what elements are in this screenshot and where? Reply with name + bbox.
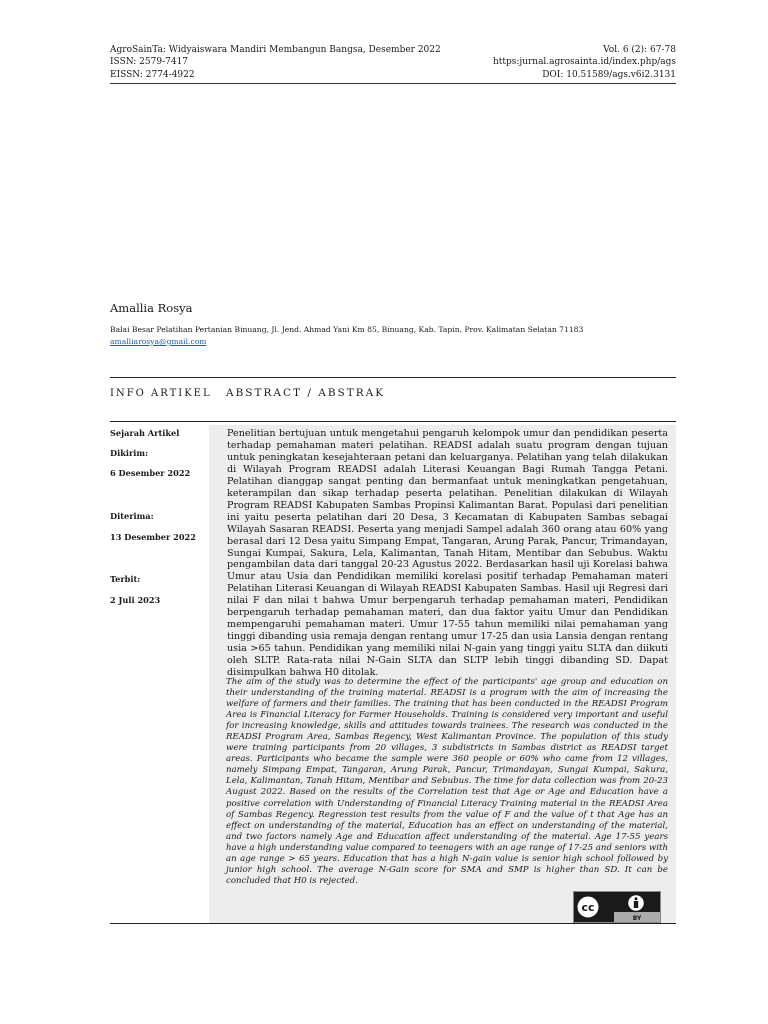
header-right [493, 44, 676, 81]
accepted-date: 13 Desember 2022 [110, 532, 196, 542]
author-email-link[interactable]: amalliarosya@gmail.com [110, 337, 207, 346]
section-divider-top [110, 377, 676, 378]
journal-url[interactable]: https:jurnal.agrosainta.id/index.php/ags [492, 57, 676, 68]
abstract-box [209, 425, 676, 923]
eissn: EISSN: 2774-4922 [110, 69, 195, 80]
sent-date: 6 Desember 2022 [110, 468, 191, 478]
issn: ISSN: 2579-7417 [110, 57, 189, 68]
header-divider [110, 83, 676, 84]
history-label: Sejarah Artikel [110, 428, 180, 438]
doi[interactable]: DOI: 10.51589/ags.v6i2.3131 [542, 69, 676, 80]
cc-by-license-icon[interactable] [573, 891, 661, 923]
sent-label: Dikirim: [110, 448, 149, 458]
author-affiliation: Balai Besar Pelatihan Pertanian Binuang, Jl. Jend. Ahmad Yani Km 85, Binuang, Kab. Tapin, Prov. Kalimatan Selatan 71183 [110, 325, 584, 334]
abstract-indonesian: Penelitian bertujuan untuk mengetahui pengaruh kelompok umur dan pendidikan peserta terhadap pemahaman materi pelatihan. READSI adalah suatu program dengan tujuan untuk peningkatan kesejahteraan petani dan keluarganya. Pelatihan yang telah dilakukan di Wilayah Program READSI adalah Literasi Keuangan Bagi Rumah Tangga Petani. Pelatihan dianggap sangat penting dan bermanfaat untuk meningkatkan pengetahuan, keterampilan dan sikap terhadap peserta pelatihan. Penelitian dilakukan di Wilayah Program READSI Kabupaten Sambas Propinsi Kalimantan Barat. Populasi dari penelitian ini yaitu peserta pelatihan dari 20 Desa, 3 Kecamatan di Kabupaten Sambas sebagai Wilayah Sasaran READSI. Peserta yang menjadi Sampel adalah 360 orang atau 60% yang berasal dari 12 Desa yaitu Simpang Empat, Tangaran, Arung Parak, Pancur, Trimandayan, Sungai Kumpai, Sakura, Lela, Kalimantan, Tanah Hitam, Mentibar dan Sebubus. Waktu pengambilan data dari tanggal 20-23 Agustus 2022. Berdasarkan hasil uji Korelasi bahwa Umur atau Usia dan Pendidikan memiliki korelasi positif terhadap Pemahaman materi Pelatihan Literasi Keuangan di Wilayah READSI Kabupaten Sambas. Hasil uji Regresi dari nilai F dan nilai t bahwa Umur berpengaruh terhadap pemahaman materi, Pendidikan berpengaruh terhadap pemahaman materi, dan dua faktor yaitu Umur dan Pendidikan mempengaruhi pemahaman materi. Umur 17-55 tahun memiliki nilai pemahaman yang tinggi dibanding usia remaja dengan rentang umur 17-25 dan usia Lansia dengan rentang usia >65 tahun. Pendidikan yang memiliki nilai N-gain yang tinggi yaitu SLTA dan diikuti oleh SLTP. Rata-rata nilai N-Gain SLTA dan SLTP lebih tinggi dibanding SD. Dapat disimpulkan bahwa H0 ditolak. [227, 428, 668, 679]
header-left [110, 44, 441, 81]
accepted-label: Diterima: [110, 511, 154, 521]
section-divider-mid [110, 421, 676, 422]
volume: Vol. 6 (2): 67-78 [603, 45, 676, 55]
by-text: BY [632, 915, 642, 922]
info-artikel-heading: INFO ARTIKEL [110, 388, 212, 399]
abstract-heading: ABSTRACT / ABSTRAK [226, 387, 386, 399]
abstract-english: The aim of the study was to determine the effect of the participants' age group and education on their understanding of the training material. READSI is a program with the aim of increasing the welfare of farmers and their families. The training that has been conducted in the READSI Program Area is Financial Literacy for Farmer Households. Training is considered very important and useful for increasing knowledge, skills and attitudes towards trainees. The research was conducted in the READSI Program Area, Sambas Regency, West Kalimantan Province. The population of this study were training participants from 20 villages, 3 subdistricts in Sambas district as READSI target areas. Participants who became the sample were 360 people or 60% who came from 12 villages, namely Simpang Empat, Tangaran, Arung Parak, Pancur, Trimandayan, Sungai Kumpai, Sakura, Lela, Kalimantan, Tanah Hitam, Mentibar and Sebubus. The time for data collection was from 20-23 August 2022. Based on the results of the Correlation test that Age or Age and Education have a positive correlation with Understanding of Financial Literacy Training material in the READSI Area of Sambas Regency. Regression test results from the value of F and the value of t that Age has an effect on understanding of the material, Education has an effect on understanding of the material, and two factors namely Age and Education affect understanding of the material. Age 17-55 years have a high understanding value compared to teenagers with an age range of 17-25 and seniors with an age range > 65 years. Education that has a high N-gain value is senior high school followed by junior high school. The average N-Gain score for SMA and SMP is higher than SD. It can be concluded that H0 is rejected. [226, 677, 668, 886]
published-date: 2 Juli 2023 [110, 595, 161, 605]
section-divider-bottom [110, 923, 676, 924]
journal-line: AgroSainTa: Widyaiswara Mandiri Membangun Bangsa, Desember 2022 [110, 45, 441, 55]
published-label: Terbit: [110, 574, 141, 584]
cc-text: cc [581, 901, 595, 914]
author-name: Amallia Rosya [110, 301, 193, 315]
